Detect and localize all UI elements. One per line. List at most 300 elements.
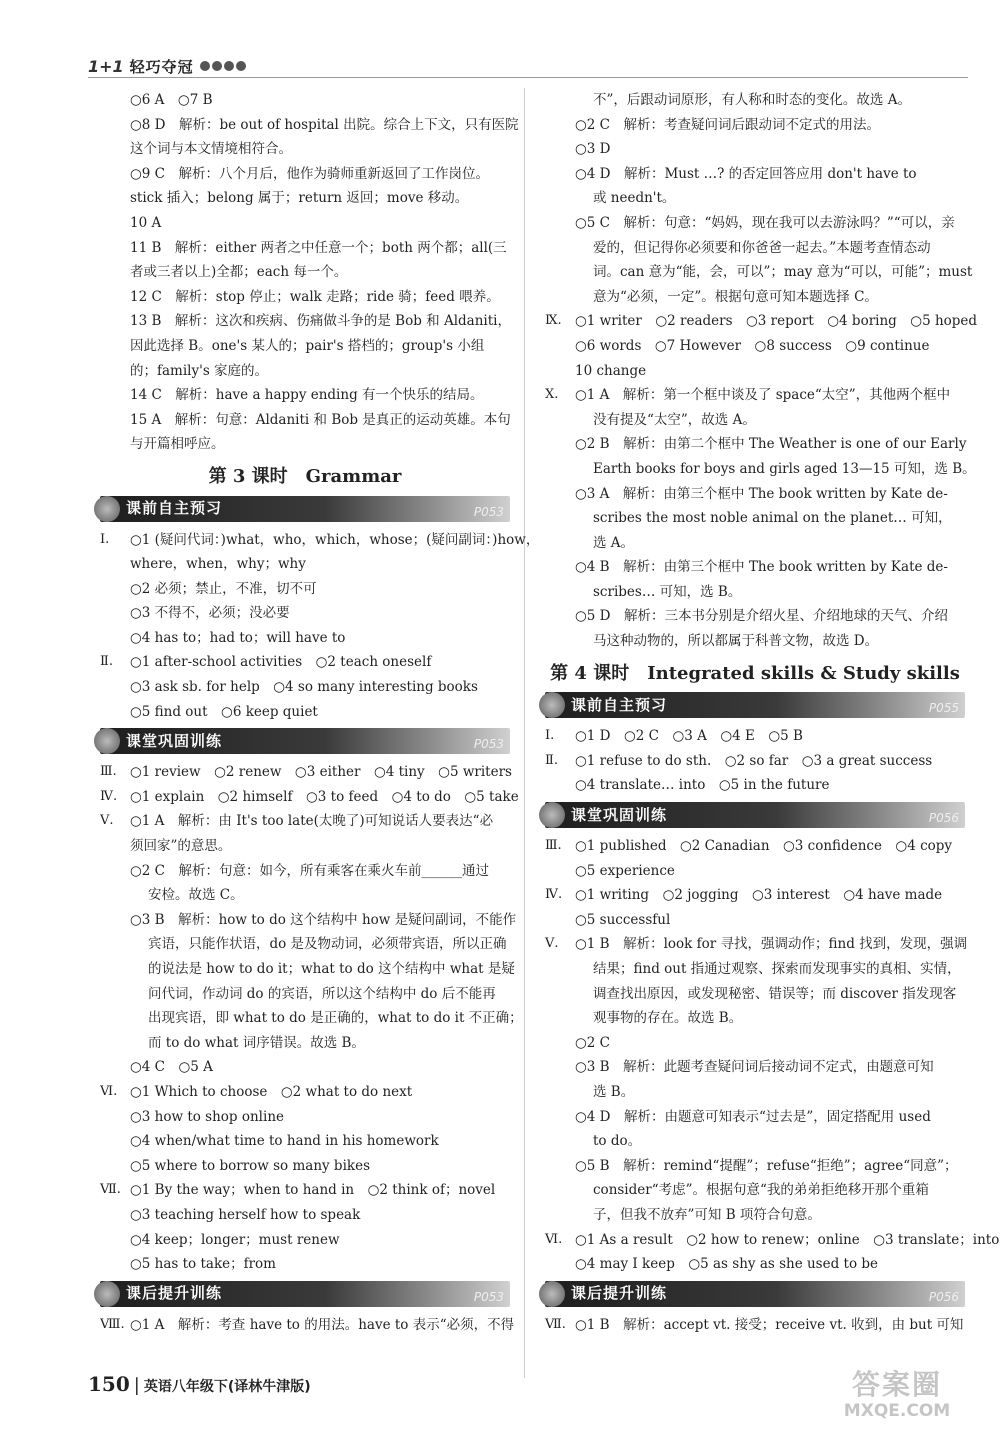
answer-line xyxy=(100,1228,510,1253)
answer-line xyxy=(545,432,965,457)
answer-text: ○1 review ○2 renew ○3 either ○4 tiny ○5 writers xyxy=(130,764,512,781)
answer-text: 结果；find out 指通过观察、探索而发现事实的真相、实情， xyxy=(593,961,961,977)
answer-line xyxy=(100,432,510,457)
question-group-label xyxy=(545,162,575,187)
answer-text: ○1 B 解析：look for 寻找，强调动作；find 找到，发现，强调 xyxy=(575,936,968,953)
answer-line xyxy=(100,601,510,626)
right-after-answers xyxy=(545,1313,965,1338)
question-group-label xyxy=(100,601,130,626)
question-group-label: Ⅰ. xyxy=(100,531,110,547)
answer-text: ○5 C 解析：句意：“妈妈，现在我可以去游泳吗？”“可以，亲 xyxy=(575,214,955,231)
lesson-4-title: 第 4 课时 Integrated skills & Study skills xyxy=(550,662,960,684)
answer-text: Earth books for boys and girls aged 13—15 可知，选 B。 xyxy=(593,460,976,477)
answer-text: 没有提及“太空”，故选 A。 xyxy=(593,411,756,428)
answer-line xyxy=(100,309,510,334)
question-group-label xyxy=(100,383,130,408)
answer-text: scribes… 可知，选 B。 xyxy=(593,583,742,600)
question-group-label: Ⅸ. xyxy=(545,313,562,329)
answer-text: ○1 published ○2 Canadian ○3 confidence ○4 copy xyxy=(575,838,953,855)
decorative-dots-icon xyxy=(200,61,246,71)
question-group-label: Ⅹ. xyxy=(545,387,559,403)
question-group-label xyxy=(100,675,130,700)
answer-text: ○3 D xyxy=(575,141,611,158)
question-group-label xyxy=(100,957,130,982)
watermark-url: MXQE.COM xyxy=(843,1401,951,1421)
question-group-label: Ⅱ. xyxy=(100,654,113,670)
question-group-label: Ⅰ. xyxy=(545,728,555,744)
left-class-answers xyxy=(100,760,523,1276)
question-group-label xyxy=(100,834,130,859)
answer-text: 15 A 解析：句意：Aldaniti 和 Bob 是真正的运动英雄。本句 xyxy=(130,411,511,428)
question-group-label xyxy=(100,626,130,651)
question-group-label xyxy=(100,1129,130,1154)
answer-line xyxy=(100,1129,510,1154)
question-group-label: Ⅵ. xyxy=(545,1231,563,1247)
answer-text: 选 A。 xyxy=(593,534,635,551)
answer-line xyxy=(545,1313,965,1338)
answer-text: 问代词，作动词 do 的宾语，所以这个结构中 do 后不能再 xyxy=(148,985,496,1002)
answer-line xyxy=(545,162,965,187)
question-group-label xyxy=(545,211,575,236)
answer-text: 这个词与本文情境相符合。 xyxy=(130,141,292,158)
answer-text: ○1 As a result ○2 how to renew；online ○3 translate；into xyxy=(575,1231,1000,1248)
answer-text: 选 B。 xyxy=(593,1083,635,1100)
answer-line xyxy=(100,137,510,162)
question-group-label: Ⅳ. xyxy=(100,788,118,804)
answer-text: 因此选择 B。one's 某人的；pair's 搭档的；group's 小组 xyxy=(130,337,485,354)
answer-line xyxy=(100,809,510,834)
answer-text: 词。can 意为“能，会，可以”；may 意为“可以，可能”；must xyxy=(593,264,973,281)
answer-line xyxy=(545,211,965,236)
answer-text: 出现宾语，即 what to do 是正确的，what to do it 不正确； xyxy=(148,1010,523,1027)
answer-line xyxy=(545,932,968,957)
answer-line xyxy=(100,859,510,884)
answer-text: 而 to do what 词序错误。故选 B。 xyxy=(148,1034,365,1051)
question-group-label xyxy=(545,236,575,261)
answer-text: ○6 A ○7 B xyxy=(130,92,213,108)
question-group-label xyxy=(545,482,575,507)
answer-line xyxy=(100,982,510,1007)
answer-line xyxy=(545,1228,1000,1253)
answer-text: 爱的，但记得你必须要和你爸爸一起去。”本题考查情态动 xyxy=(593,239,931,256)
answer-line xyxy=(100,1006,523,1031)
question-group-label xyxy=(545,531,575,556)
answer-text: ○1 explain ○2 himself ○3 to feed ○4 to do ○5 take xyxy=(130,788,519,805)
answer-text: ○3 how to shop online xyxy=(130,1108,284,1125)
question-group-label xyxy=(100,359,130,384)
column-divider xyxy=(524,88,525,1378)
answer-text: 10 A xyxy=(130,214,162,231)
question-group-label xyxy=(100,211,130,236)
section-page-ref: P053 xyxy=(473,504,504,519)
question-group-label xyxy=(100,432,130,457)
answer-text: ○6 words ○7 However ○8 success ○9 continue xyxy=(575,337,930,354)
question-group-label xyxy=(545,137,575,162)
section-page-ref: P056 xyxy=(928,1289,959,1304)
section-badge-icon xyxy=(94,728,120,754)
answer-text: ○4 D 解析：由题意可知表示“过去是”，固定搭配用 used xyxy=(575,1108,931,1125)
left-answers-top xyxy=(100,88,519,457)
question-group-label xyxy=(100,334,130,359)
right-answers-top xyxy=(545,88,978,654)
question-group-label xyxy=(100,88,130,113)
answer-text: ○4 keep；longer；must renew xyxy=(130,1231,340,1248)
answer-text: ○2 C xyxy=(575,1034,610,1051)
question-group-label xyxy=(100,309,130,334)
question-group-label xyxy=(100,1203,130,1228)
answer-text: consider“考虑”。根据句意“我的弟弟拒绝移开那个重箱 xyxy=(593,1182,929,1199)
answer-line xyxy=(100,908,517,933)
answer-text: 者或三者以上)全都；each 每一个。 xyxy=(130,264,348,281)
answer-text: 意为“必须，一定”。根据句意可知本题选择 C。 xyxy=(593,288,878,305)
answer-text: ○3 ask sb. for help ○4 so many interesting books xyxy=(130,679,478,696)
answer-line xyxy=(545,859,965,884)
question-group-label xyxy=(545,555,575,580)
answer-line xyxy=(545,457,976,482)
question-group-label xyxy=(100,1105,130,1130)
left-column xyxy=(100,88,540,1337)
answer-text: ○5 find out ○6 keep quiet xyxy=(130,703,318,720)
question-group-label xyxy=(545,457,575,482)
question-group-label xyxy=(545,982,575,1007)
answer-line xyxy=(545,1031,965,1056)
answer-line xyxy=(545,604,965,629)
section-bar-after xyxy=(545,1281,965,1307)
answer-text: where，when，why；why xyxy=(130,556,306,573)
section-title: 课后提升训练 xyxy=(571,1284,668,1303)
answer-line xyxy=(545,531,965,556)
answer-text: 的；family's 家庭的。 xyxy=(130,362,269,379)
answer-text: ○3 不得不，必须；没必要 xyxy=(130,605,290,622)
answer-text: ○3 B 解析：how to do 这个结构中 how 是疑问副词，不能作 xyxy=(130,911,517,928)
answer-text: ○5 B 解析：remind“提醒”；refuse“拒绝”；agree“同意”； xyxy=(575,1157,958,1174)
answer-text: ○2 B 解析：由第二个框中 The Weather is one of our Early xyxy=(575,436,967,453)
answer-text: ○1 By the way；when to hand in ○2 think of；novel xyxy=(130,1182,496,1199)
answer-line xyxy=(545,334,965,359)
answer-line xyxy=(545,359,965,384)
answer-text: 12 C 解析：stop 停止；walk 走路；ride 骑；feed 喂养。 xyxy=(130,288,500,305)
answer-text: ○3 A 解析：由第三个框中 The book written by Kate de- xyxy=(575,485,948,502)
section-title: 课堂巩固训练 xyxy=(126,731,223,750)
right-class-answers xyxy=(545,834,1000,1277)
answer-line xyxy=(545,982,965,1007)
question-group-label xyxy=(100,113,130,138)
question-group-label xyxy=(545,113,575,138)
answer-text: 调查找出原因，或发现秘密、错误等；而 discover 指发现客 xyxy=(593,985,957,1002)
answer-line xyxy=(100,260,510,285)
question-group-label: Ⅲ. xyxy=(100,764,117,780)
section-title: 课堂巩固训练 xyxy=(571,805,668,824)
answer-line xyxy=(545,555,965,580)
question-group-label xyxy=(545,1252,575,1277)
answer-line xyxy=(100,834,510,859)
question-group-label xyxy=(545,1105,575,1130)
answer-line xyxy=(545,1055,965,1080)
section-badge-icon xyxy=(94,496,120,522)
question-group-label xyxy=(100,236,130,261)
section-badge-icon xyxy=(94,1281,120,1307)
answer-text: ○4 D 解析：Must …? 的否定回答应用 don't have to xyxy=(575,165,917,182)
answer-line xyxy=(100,932,510,957)
question-group-label xyxy=(545,432,575,457)
answer-text: to do。 xyxy=(593,1133,642,1150)
question-group-label xyxy=(100,162,130,187)
answer-line xyxy=(545,113,965,138)
section-bar-preview xyxy=(545,692,965,718)
question-group-label xyxy=(100,883,130,908)
section-bar-after xyxy=(100,1281,510,1307)
answer-line xyxy=(545,1203,965,1228)
answer-line xyxy=(100,650,510,675)
question-group-label xyxy=(545,1080,575,1105)
question-group-label xyxy=(100,932,130,957)
answer-line xyxy=(100,1313,515,1338)
answer-line xyxy=(545,1252,965,1277)
answer-line xyxy=(100,1252,510,1277)
answer-line xyxy=(100,88,510,113)
lesson-3-title: 第 3 课时 Grammar xyxy=(208,465,402,487)
question-group-label xyxy=(100,700,130,725)
question-group-label xyxy=(545,1031,575,1056)
question-group-label xyxy=(100,137,130,162)
answer-text: ○5 D 解析：三本书分别是介绍火星、介绍地球的天气、介绍 xyxy=(575,608,948,625)
answer-line xyxy=(545,749,965,774)
page-number: 150 xyxy=(88,1372,130,1396)
answer-text: ○5 experience xyxy=(575,862,675,879)
right-preview-answers xyxy=(545,724,965,798)
answer-text: ○4 C ○5 A xyxy=(130,1059,213,1076)
section-badge-icon xyxy=(539,1281,565,1307)
right-column xyxy=(545,88,1000,1337)
question-group-label xyxy=(545,408,575,433)
section-page-ref: P056 xyxy=(928,811,959,826)
answer-text: ○1 writer ○2 readers ○3 report ○4 boring ○5 hoped xyxy=(575,313,978,330)
section-title: 课后提升训练 xyxy=(126,1284,223,1303)
series-logo-icon: 1+1 xyxy=(88,56,124,76)
answer-text: 宾语，只能作状语，do 是及物动词，必须带宾语，所以正确 xyxy=(148,936,507,953)
answer-text: ○2 C 解析：考查疑问词后跟动词不定式的用法。 xyxy=(575,116,880,133)
question-group-label: Ⅴ. xyxy=(545,936,559,952)
answer-line xyxy=(100,408,510,433)
question-group-label: Ⅵ. xyxy=(100,1083,118,1099)
answer-line xyxy=(545,236,965,261)
answer-line xyxy=(100,113,519,138)
answer-text: ○2 C 解析：句意：如今，所有乘客在乘火车前______通过 xyxy=(130,862,489,879)
watermark-logo-text: 答案圈 xyxy=(851,1368,942,1401)
page-footer xyxy=(88,1372,311,1396)
answer-line xyxy=(100,1080,510,1105)
answer-line xyxy=(100,162,510,187)
answer-text: ○1 A 解析：考查 have to 的用法。have to 表示“必须，不得 xyxy=(130,1316,515,1333)
answer-line xyxy=(545,1154,965,1179)
question-group-label xyxy=(545,629,575,654)
left-preview-answers xyxy=(100,528,540,725)
answer-line xyxy=(545,383,965,408)
answer-text: 须回家”的意思。 xyxy=(130,838,232,855)
answer-line xyxy=(545,260,973,285)
answer-text: ○1 D ○2 C ○3 A ○4 E ○5 B xyxy=(575,728,803,745)
answer-line xyxy=(100,528,540,553)
section-title: 课前自主预习 xyxy=(571,695,668,714)
question-group-label xyxy=(545,1203,575,1228)
answer-text: ○3 B 解析：此题考查疑问词后接动词不定式，由题意可知 xyxy=(575,1059,934,1076)
answer-text: stick 插入；belong 属于；return 返回；move 移动。 xyxy=(130,190,469,207)
question-group-label xyxy=(545,506,575,531)
answer-line xyxy=(545,186,965,211)
answer-text: ○1 (疑问代词：)what，who，which，whose；(疑问副词：)how， xyxy=(130,531,540,548)
answer-text: 10 change xyxy=(575,362,647,379)
answer-line xyxy=(545,137,965,162)
answer-line xyxy=(545,834,965,859)
answer-text: ○3 teaching herself how to speak xyxy=(130,1206,361,1223)
answer-line xyxy=(100,577,510,602)
answer-text: 或 needn't。 xyxy=(593,190,676,207)
answer-text: ○4 has to；had to；will have to xyxy=(130,629,346,646)
question-group-label: Ⅶ. xyxy=(100,1182,121,1198)
question-group-label xyxy=(545,186,575,211)
question-group-label: Ⅳ. xyxy=(545,887,563,903)
answer-text: ○5 has to take；from xyxy=(130,1256,276,1273)
answer-text: ○5 successful xyxy=(575,911,671,928)
answer-line xyxy=(545,1178,965,1203)
answer-text: 的说法是 how to do it；what to do 这个结构中 what 是疑 xyxy=(148,961,515,977)
answer-line xyxy=(100,1031,510,1056)
question-group-label xyxy=(100,408,130,433)
question-group-label xyxy=(100,1031,130,1056)
answer-line xyxy=(545,724,965,749)
question-group-label: Ⅲ. xyxy=(545,838,562,854)
answer-text: 不”，后跟动词原形，有人称和时态的变化。故选 A。 xyxy=(593,92,911,108)
section-page-ref: P055 xyxy=(928,701,959,716)
answer-line xyxy=(100,186,510,211)
answer-text: ○1 A 解析：由 It's too late(太晚了)可知说话人要表达“必 xyxy=(130,813,494,830)
answer-text: ○4 translate… into ○5 in the future xyxy=(575,777,830,794)
section-title: 课前自主预习 xyxy=(126,499,223,518)
answer-line xyxy=(545,1080,965,1105)
answer-line xyxy=(545,773,965,798)
section-page-ref: P053 xyxy=(473,1289,504,1304)
question-group-label xyxy=(545,334,575,359)
question-group-label xyxy=(545,88,575,113)
question-group-label xyxy=(545,359,575,384)
answer-text: ○1 B 解析：accept vt. 接受；receive vt. 收到，由 but 可知 xyxy=(575,1316,964,1333)
question-group-label xyxy=(545,1006,575,1031)
answer-line xyxy=(545,285,965,310)
question-group-label xyxy=(545,773,575,798)
question-group-label xyxy=(100,1006,130,1031)
answer-line xyxy=(545,1006,965,1031)
answer-line xyxy=(545,506,965,531)
answer-line xyxy=(545,629,965,654)
answer-line xyxy=(545,957,965,982)
answer-text: ○1 writing ○2 jogging ○3 interest ○4 have made xyxy=(575,887,943,904)
answer-text: ○4 may I keep ○5 as shy as she used to be xyxy=(575,1256,879,1273)
question-group-label xyxy=(545,957,575,982)
question-group-label xyxy=(100,859,130,884)
answer-line xyxy=(100,1105,510,1130)
answer-text: ○5 where to borrow so many bikes xyxy=(130,1157,370,1174)
answer-line xyxy=(100,552,510,577)
answer-line xyxy=(545,1129,965,1154)
question-group-label: Ⅴ. xyxy=(100,813,114,829)
answer-line xyxy=(100,359,510,384)
question-group-label xyxy=(545,1055,575,1080)
question-group-label: Ⅶ. xyxy=(545,1316,566,1332)
book-title: 英语八年级下(译林牛津版) xyxy=(143,1379,311,1395)
answer-text: ○9 C 解析：八个月后，他作为骑师重新返回了工作岗位。 xyxy=(130,165,489,182)
question-group-label xyxy=(545,1154,575,1179)
question-group-label xyxy=(100,1055,130,1080)
section-page-ref: P053 xyxy=(473,737,504,752)
answer-line xyxy=(545,309,978,334)
answer-line xyxy=(545,580,965,605)
question-group-label xyxy=(545,580,575,605)
answer-line xyxy=(545,908,965,933)
question-group-label xyxy=(545,260,575,285)
answer-text: 安检。故选 C。 xyxy=(148,887,244,904)
answer-line xyxy=(100,700,510,725)
answer-line xyxy=(545,408,965,433)
question-group-label xyxy=(100,577,130,602)
section-bar-class xyxy=(545,802,965,828)
footer-separator: | xyxy=(133,1375,140,1396)
answer-line xyxy=(100,785,519,810)
question-group-label xyxy=(545,1178,575,1203)
left-after-answers xyxy=(100,1313,515,1338)
answer-line xyxy=(100,1203,510,1228)
question-group-label xyxy=(545,908,575,933)
answer-line xyxy=(100,285,510,310)
question-group-label xyxy=(100,908,130,933)
section-bar-class xyxy=(100,728,510,754)
answer-text: 观事物的存在。故选 B。 xyxy=(593,1010,743,1027)
answer-text: ○1 Which to choose ○2 what to do next xyxy=(130,1083,413,1100)
answer-line xyxy=(100,957,515,982)
answer-text: ○1 after-school activities ○2 teach oneself xyxy=(130,654,432,671)
question-group-label xyxy=(100,1154,130,1179)
question-group-label xyxy=(100,552,130,577)
question-group-label xyxy=(100,285,130,310)
question-group-label xyxy=(100,982,130,1007)
answer-text: ○1 A 解析：第一个框中谈及了 space“太空”，其他两个框中 xyxy=(575,387,951,404)
question-group-label xyxy=(100,260,130,285)
answer-line xyxy=(100,211,510,236)
answer-line xyxy=(100,883,510,908)
answer-text: 14 C 解析：have a happy ending 有一个快乐的结局。 xyxy=(130,387,484,404)
section-badge-icon xyxy=(539,692,565,718)
section-bar-preview xyxy=(100,496,510,522)
answer-line xyxy=(545,883,965,908)
answer-line xyxy=(545,1105,965,1130)
answer-text: 与开篇相呼应。 xyxy=(130,436,225,453)
question-group-label xyxy=(100,1228,130,1253)
answer-line xyxy=(100,1154,510,1179)
answer-text: 子，但我不放弃”可知 B 项符合句意。 xyxy=(593,1206,821,1223)
answer-text: ○2 必须；禁止，不准，切不可 xyxy=(130,580,317,597)
answer-text: 13 B 解析：这次和疾病、伤痛做斗争的是 Bob 和 Aldaniti， xyxy=(130,313,511,330)
question-group-label xyxy=(100,1252,130,1277)
answer-text: 马这种动物的，所以都属于科普文物，故选 D。 xyxy=(593,633,879,650)
answer-text: ○4 when/what time to hand in his homework xyxy=(130,1133,439,1150)
question-group-label xyxy=(545,859,575,884)
question-group-label xyxy=(545,604,575,629)
answer-line xyxy=(545,88,965,113)
question-group-label xyxy=(545,285,575,310)
answer-line xyxy=(100,626,510,651)
answer-text: ○4 B 解析：由第三个框中 The book written by Kate de- xyxy=(575,559,948,576)
answer-text: scribes the most noble animal on the planet… 可知， xyxy=(593,510,952,527)
answer-line xyxy=(100,383,510,408)
